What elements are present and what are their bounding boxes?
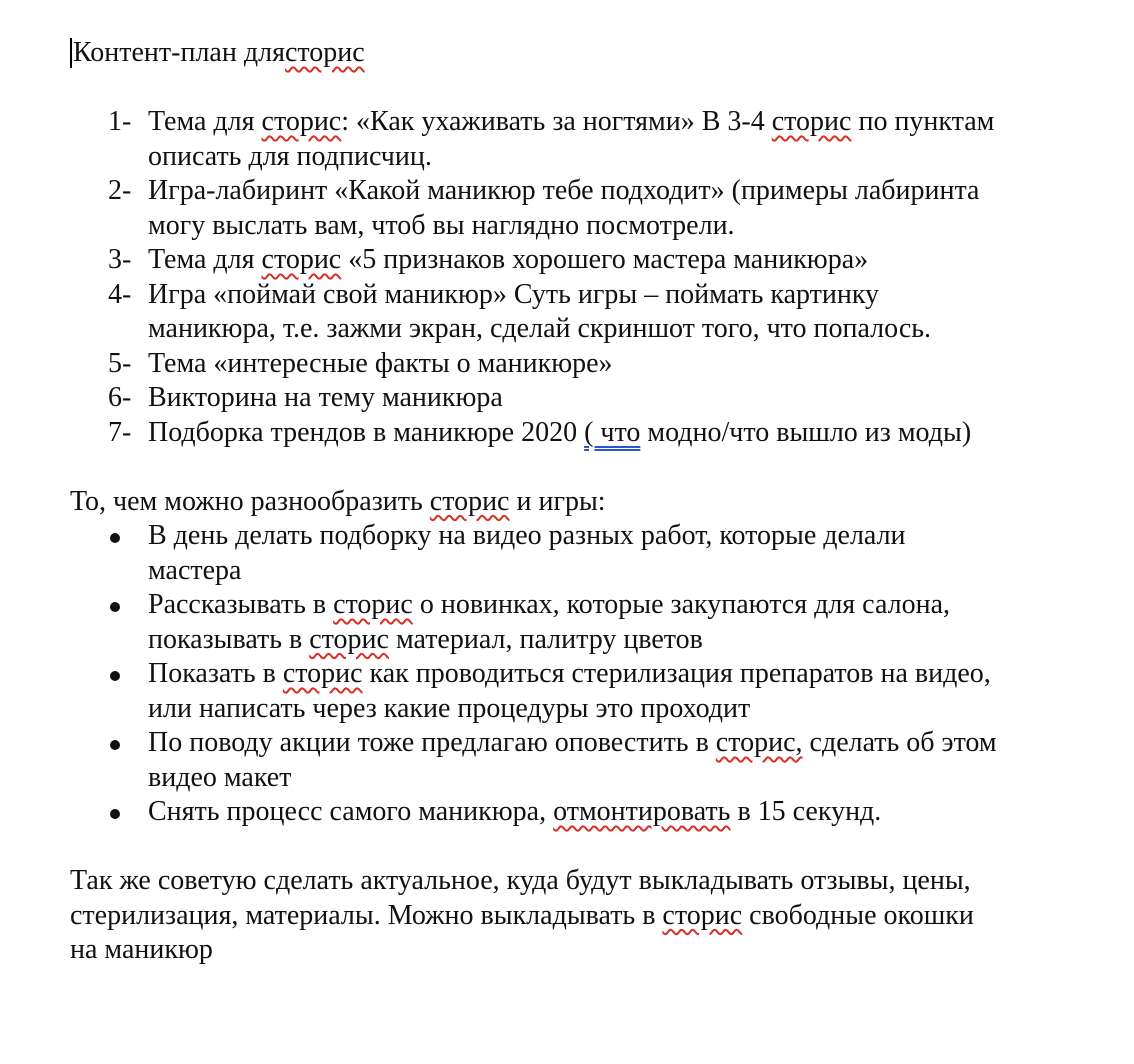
spelling-error-word[interactable]: сторис — [333, 589, 413, 620]
text-segment: как проводиться стерилизация препаратов на видео, — [362, 658, 991, 689]
text-segment: «5 признаков хорошего мастера маникюра» — [341, 244, 869, 275]
text-segment: В день делать подборку на видео разных работ, которые делали — [148, 520, 906, 551]
text-segment: о новинках, которые закупаются для салона, — [412, 589, 951, 620]
text-line — [148, 278, 1090, 313]
text-segment: мастера — [148, 554, 242, 586]
list-item-text — [148, 347, 1090, 382]
document-page[interactable] — [70, 36, 1090, 968]
text-line — [70, 933, 1090, 968]
closing-paragraph — [70, 864, 1090, 968]
intro-before: То, чем можно разнообразить — [70, 485, 430, 517]
list-item-text — [148, 243, 1090, 278]
list-item-text — [148, 105, 1090, 174]
text-line — [148, 519, 1090, 554]
text-line — [148, 795, 1090, 830]
list-item-text — [148, 174, 1090, 243]
numbered-list-item — [70, 243, 1090, 278]
list-item-text — [148, 416, 1090, 451]
list-number: 5- — [108, 347, 132, 379]
list-item-text — [148, 726, 1090, 795]
bullet-list-item — [70, 795, 1090, 830]
blank-line — [70, 450, 1090, 485]
section-intro — [70, 485, 1090, 520]
list-item-text — [148, 795, 1090, 830]
list-item-text — [148, 519, 1090, 588]
text-segment: стерилизация, материалы. Можно выкладывать в — [70, 899, 663, 931]
list-item-text — [148, 657, 1090, 726]
bullet-list-item — [70, 588, 1090, 657]
text-segment: сделать об этом — [802, 727, 997, 758]
bullet-list — [70, 519, 1090, 830]
text-segment: модно/что вышло из моды) — [640, 416, 972, 448]
text-line — [148, 692, 1090, 727]
text-line — [148, 174, 1090, 209]
spelling-error-word[interactable]: сторис — [771, 106, 852, 137]
numbered-list-item — [70, 105, 1090, 174]
text-line — [148, 588, 1090, 623]
title-word-spell-error[interactable]: сторис — [284, 37, 365, 68]
bullet-dot-icon — [70, 726, 148, 761]
bullet-dot-icon — [70, 519, 148, 554]
spelling-error-word[interactable]: сторис — [261, 106, 342, 137]
bullet-dot-icon — [70, 657, 148, 692]
text-segment: Викторина на тему маникюра — [148, 382, 503, 413]
text-segment: По поводу акции тоже предлагаю оповестить в — [148, 727, 716, 758]
blank-line — [70, 71, 1090, 106]
text-line — [148, 347, 1090, 382]
text-segment: маникюра, т.е. зажми экран, сделай скриншот того, что попалось. — [148, 313, 932, 344]
text-line — [148, 381, 1090, 416]
text-line — [148, 554, 1090, 589]
spelling-error-word[interactable]: сторис — [662, 899, 743, 931]
spelling-error-word[interactable]: сторис — [261, 244, 342, 275]
text-line — [148, 416, 1090, 451]
numbered-list-item — [70, 381, 1090, 416]
grammar-error-phrase[interactable]: ( что — [584, 416, 641, 448]
text-segment: по пунктам — [851, 106, 995, 137]
list-number: 2- — [108, 175, 132, 206]
spelling-error-word[interactable]: сторис — [309, 623, 389, 655]
text-segment: материал, палитру цветов — [388, 623, 703, 655]
list-item-text — [148, 381, 1090, 416]
numbered-list-item — [70, 416, 1090, 451]
text-line — [148, 623, 1090, 658]
text-segment: Игра «поймай свой маникюр» Суть игры – поймать картинку — [148, 278, 880, 310]
text-segment: описать для подписчиц. — [148, 140, 432, 172]
blank-line — [70, 830, 1090, 865]
text-segment: Тема «интересные факты о маникюре» — [148, 347, 613, 379]
text-segment: : «Как ухаживать за ногтями» В 3-4 — [341, 106, 772, 137]
numbered-list — [70, 105, 1090, 450]
list-number: 1- — [108, 106, 132, 137]
text-segment: Подборка трендов в маникюре 2020 — [148, 416, 585, 448]
list-number: 4- — [108, 278, 132, 310]
spelling-error-word[interactable]: отмонтировать — [553, 796, 731, 827]
numbered-list-item — [70, 174, 1090, 243]
text-segment: Тема для — [148, 244, 262, 275]
title-prefix: Контент-план для — [73, 37, 285, 68]
bullet-list-item — [70, 726, 1090, 795]
text-segment: свободные окошки — [742, 899, 974, 931]
intro-after: и игры: — [509, 485, 606, 517]
text-line — [148, 140, 1090, 175]
text-segment: Рассказывать в — [148, 589, 334, 620]
text-line — [148, 105, 1090, 140]
list-item-text — [148, 278, 1090, 347]
text-line — [148, 726, 1090, 761]
text-line — [148, 657, 1090, 692]
numbered-list-item — [70, 347, 1090, 382]
text-segment: на маникюр — [70, 934, 213, 965]
text-line — [148, 243, 1090, 278]
text-line — [148, 209, 1090, 244]
bullet-dot-icon — [70, 588, 148, 623]
text-segment: могу выслать вам, чтоб вы наглядно посмотрели. — [148, 209, 735, 241]
text-cursor — [70, 38, 72, 68]
text-line — [148, 312, 1090, 347]
text-line — [148, 761, 1090, 796]
bullet-list-item — [70, 657, 1090, 726]
list-number: 6- — [108, 382, 132, 413]
text-line — [70, 864, 1090, 899]
list-item-text — [148, 588, 1090, 657]
text-segment: или написать через какие процедуры это проходит — [148, 692, 751, 724]
text-segment: видео макет — [148, 761, 292, 793]
text-segment: Показать в — [148, 658, 283, 689]
list-number: 3- — [108, 244, 132, 275]
text-segment: показывать в — [148, 623, 310, 655]
intro-word-spell-error[interactable]: сторис — [429, 485, 510, 517]
text-segment: Игра-лабиринт «Какой маникюр тебе подходит» (примеры лабиринта — [148, 175, 980, 206]
text-line — [70, 899, 1090, 934]
numbered-list-item — [70, 278, 1090, 347]
text-segment: Тема для — [148, 106, 262, 137]
text-segment: Снять процесс самого маникюра, — [148, 796, 554, 827]
list-number: 7- — [108, 416, 132, 448]
spelling-error-word[interactable]: сторис — [282, 658, 363, 689]
bullet-list-item — [70, 519, 1090, 588]
text-segment: Так же советую сделать актуальное, куда будут выкладывать отзывы, цены, — [70, 865, 971, 896]
spelling-error-word[interactable]: сторис, — [715, 727, 803, 758]
text-segment: в 15 секунд. — [730, 796, 882, 827]
bullet-dot-icon — [70, 795, 148, 830]
document-title — [70, 36, 1090, 71]
